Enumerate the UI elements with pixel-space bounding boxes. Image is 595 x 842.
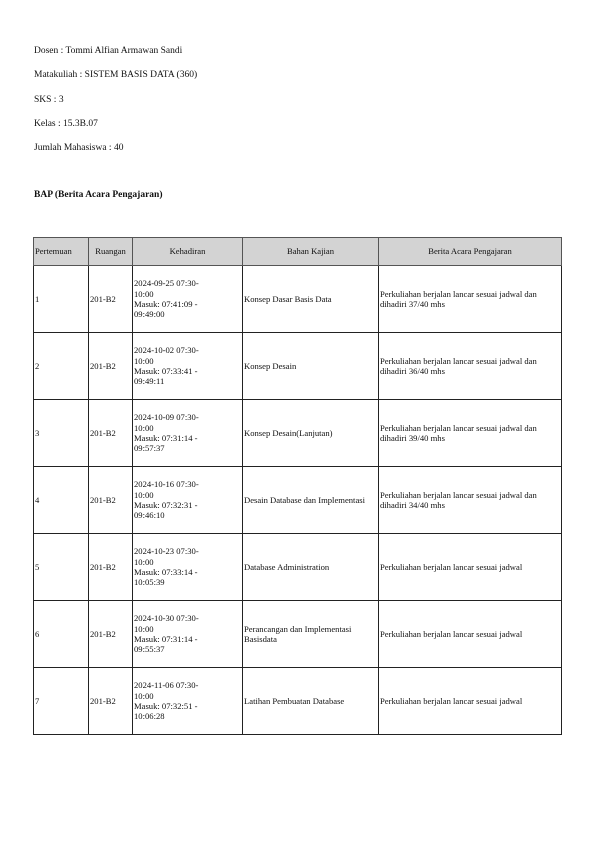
table-row	[34, 601, 562, 668]
kehadiran-line: 2024-09-25 07:30-	[134, 278, 199, 289]
kehadiran-line: 10:00	[134, 288, 154, 299]
kehadiran-line: 10:00	[134, 355, 154, 366]
kehadiran-line: 2024-10-23 07:30-	[134, 546, 199, 557]
dosen-line: Dosen : Tommi Alfian Armawan Sandi	[34, 46, 183, 56]
kehadiran-line: 2024-10-30 07:30-	[134, 613, 199, 624]
table-row	[34, 333, 562, 400]
kehadiran-line: 09:55:37	[134, 644, 165, 655]
cell-pertemuan: 2	[34, 333, 89, 400]
kehadiran-line: 2024-11-06 07:30-	[134, 680, 199, 691]
kehadiran-line: 10:00	[134, 422, 154, 433]
header-ruangan: Ruangan	[89, 238, 133, 266]
cell-ruangan: 201-B2	[89, 534, 133, 601]
cell-berita-acara: Perkuliahan berjalan lancar sesuai jadwal dan dihadiri 36/40 mhs	[379, 333, 562, 400]
kehadiran-line: 2024-10-09 07:30-	[134, 412, 199, 423]
cell-ruangan: 201-B2	[89, 333, 133, 400]
kehadiran-line: 09:46:10	[134, 510, 165, 521]
cell-bahan-kajian: Database Administration	[243, 534, 379, 601]
cell-pertemuan: 6	[34, 601, 89, 668]
kehadiran-line: Masuk: 07:31:14 -	[134, 634, 198, 644]
kehadiran-line: 10:00	[134, 623, 154, 634]
cell-ruangan: 201-B2	[89, 266, 133, 333]
kehadiran-line: 2024-10-02 07:30-	[134, 345, 199, 356]
cell-kehadiran	[133, 668, 243, 735]
cell-bahan-kajian: Konsep Dasar Basis Data	[243, 266, 379, 333]
cell-kehadiran	[133, 266, 243, 333]
table-header-row	[34, 238, 562, 266]
table-row	[34, 467, 562, 534]
kehadiran-line: Masuk: 07:32:31 -	[134, 500, 198, 510]
kehadiran-line: Masuk: 07:33:41 -	[134, 366, 198, 376]
kehadiran-line: 10:00	[134, 556, 154, 567]
kehadiran-line: 10:00	[134, 489, 154, 500]
kehadiran-line: 10:05:39	[134, 577, 165, 588]
header-pertemuan: Pertemuan	[34, 238, 89, 266]
kehadiran-line: Masuk: 07:33:14 -	[134, 567, 198, 577]
cell-pertemuan: 1	[34, 266, 89, 333]
kehadiran-line: 10:06:28	[134, 711, 165, 722]
jumlah-mahasiswa-line: Jumlah Mahasiswa : 40	[34, 143, 124, 153]
kehadiran-line: 09:49:11	[134, 376, 165, 387]
kehadiran-line: 09:57:37	[134, 443, 165, 454]
header-bahan-kajian: Bahan Kajian	[243, 238, 379, 266]
kehadiran-line: Masuk: 07:41:09 -	[134, 299, 198, 309]
kehadiran-line: 10:00	[134, 690, 154, 701]
cell-pertemuan: 4	[34, 467, 89, 534]
table-row	[34, 400, 562, 467]
cell-berita-acara: Perkuliahan berjalan lancar sesuai jadwal	[379, 668, 562, 735]
cell-kehadiran	[133, 400, 243, 467]
kehadiran-line: Masuk: 07:32:51 -	[134, 701, 198, 711]
table-row	[34, 534, 562, 601]
cell-ruangan: 201-B2	[89, 601, 133, 668]
cell-berita-acara: Perkuliahan berjalan lancar sesuai jadwal dan dihadiri 34/40 mhs	[379, 467, 562, 534]
cell-ruangan: 201-B2	[89, 668, 133, 735]
cell-bahan-kajian: Desain Database dan Implementasi	[243, 467, 379, 534]
cell-ruangan: 201-B2	[89, 467, 133, 534]
matakuliah-line: Matakuliah : SISTEM BASIS DATA (360)	[34, 70, 198, 80]
kehadiran-line: 2024-10-16 07:30-	[134, 479, 199, 490]
cell-berita-acara: Perkuliahan berjalan lancar sesuai jadwal dan dihadiri 39/40 mhs	[379, 400, 562, 467]
kehadiran-line: 09:49:00	[134, 309, 165, 320]
cell-berita-acara: Perkuliahan berjalan lancar sesuai jadwal dan dihadiri 37/40 mhs	[379, 266, 562, 333]
cell-berita-acara: Perkuliahan berjalan lancar sesuai jadwal	[379, 601, 562, 668]
header-kehadiran: Kehadiran	[133, 238, 243, 266]
sks-line: SKS : 3	[34, 95, 64, 105]
cell-kehadiran	[133, 534, 243, 601]
cell-kehadiran	[133, 333, 243, 400]
table-row	[34, 266, 562, 333]
cell-pertemuan: 7	[34, 668, 89, 735]
table-row	[34, 668, 562, 735]
cell-pertemuan: 3	[34, 400, 89, 467]
cell-berita-acara: Perkuliahan berjalan lancar sesuai jadwal	[379, 534, 562, 601]
cell-bahan-kajian: Latihan Pembuatan Database	[243, 668, 379, 735]
cell-kehadiran	[133, 467, 243, 534]
header-berita-acara: Berita Acara Pengajaran	[379, 238, 562, 266]
cell-bahan-kajian: Konsep Desain	[243, 333, 379, 400]
kelas-line: Kelas : 15.3B.07	[34, 119, 98, 129]
cell-pertemuan: 5	[34, 534, 89, 601]
cell-kehadiran	[133, 601, 243, 668]
section-title: BAP (Berita Acara Pengajaran)	[34, 190, 163, 200]
bap-table	[33, 237, 562, 735]
cell-ruangan: 201-B2	[89, 400, 133, 467]
cell-bahan-kajian: Perancangan dan Implementasi Basisdata	[243, 601, 379, 668]
kehadiran-line: Masuk: 07:31:14 -	[134, 433, 198, 443]
cell-bahan-kajian: Konsep Desain(Lanjutan)	[243, 400, 379, 467]
